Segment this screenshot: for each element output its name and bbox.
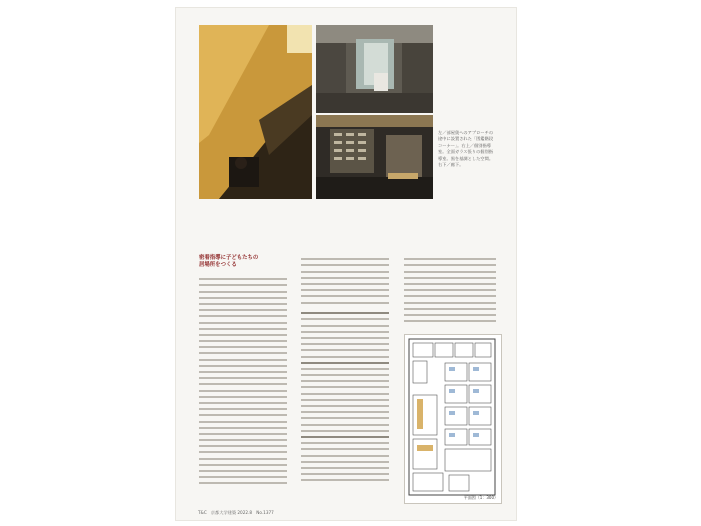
photo-stair-nook bbox=[199, 25, 312, 199]
page-folio: T&C 京都大学建築 2022.8 No.1377 bbox=[198, 510, 274, 515]
article-heading bbox=[199, 255, 279, 269]
stair-photo-art bbox=[199, 25, 312, 199]
column-2-text bbox=[301, 254, 389, 304]
magazine-page bbox=[176, 8, 516, 520]
floor-plan-drawing bbox=[405, 335, 501, 503]
floor-plan bbox=[404, 334, 502, 504]
photo-caption: 左／部屋奥へのアプローチの途中に設置された「図鑑階段コーナー」。右上／個別指導室。全面ガラス張りの個別指導室。黒を基調とした空間。右下／廊下。 bbox=[438, 130, 494, 168]
room-photo-art bbox=[316, 25, 433, 113]
heading-line-2: 居場所をつくる bbox=[199, 262, 237, 268]
column-1-text bbox=[199, 274, 287, 484]
heading-line-1: 密着指導に子どもたちの bbox=[199, 255, 259, 261]
plan-scale-label: 平面図（1：300） bbox=[463, 495, 498, 500]
building-data bbox=[301, 308, 389, 481]
photo-study-room bbox=[316, 25, 433, 113]
corridor-photo-art bbox=[316, 115, 433, 199]
column-3-text bbox=[404, 254, 496, 322]
photo-corridor bbox=[316, 115, 433, 199]
